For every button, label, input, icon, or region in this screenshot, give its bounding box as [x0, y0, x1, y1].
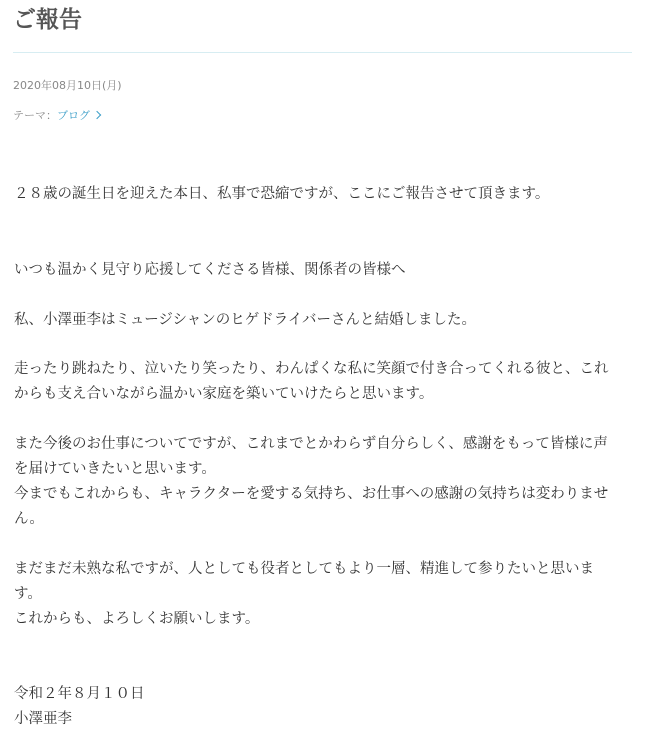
body-line: を届けていきたいと思います。	[14, 461, 216, 477]
body-line: ん。	[14, 511, 44, 527]
theme-link-blog[interactable]	[57, 109, 100, 122]
body-line: いつも温かく見守り応援してくださる皆様、関係者の皆様へ	[14, 262, 406, 278]
chevron-right-icon	[93, 111, 101, 119]
signature-name: 小澤亜李	[14, 711, 72, 727]
body-line: ２８歳の誕生日を迎えた本日、私事で恐縮ですが、ここにご報告させて頂きます。	[14, 186, 550, 202]
signature-date: 令和２年８月１０日	[14, 686, 145, 702]
body-line: まだまだ未熟な私ですが、人としても役者としてもより一層、精進して参りたいと思いま	[14, 561, 594, 577]
body-line: 私、小澤亜李はミュージシャンのヒゲドライバーさんと結婚しました。	[14, 312, 477, 328]
body-line: また今後のお仕事についてですが、これまでとかわらず自分らしく、感謝をもって皆様に声	[14, 436, 608, 452]
body-line: 走ったり跳ねたり、泣いたり笑ったり、わんぱくな私に笑顔で付き合ってくれる彼と、これ	[14, 361, 609, 377]
body-line: これからも、よろしくお願いします。	[14, 611, 260, 627]
body-line: からも支え合いながら温かい家庭を築いていけたらと思います。	[14, 386, 434, 402]
body-line: 今までもこれからも、キャラクターを愛する気持ち、お仕事への感謝の気持ちは変わりませ	[14, 486, 609, 502]
article-title: ご報告	[13, 7, 82, 33]
post-theme	[13, 108, 100, 124]
theme-link-label: ブログ	[57, 109, 90, 122]
theme-label: テーマ：	[13, 109, 57, 122]
body-line: す。	[14, 586, 42, 602]
post-date: 2020年08月10日(月)	[13, 79, 122, 92]
title-divider	[13, 52, 632, 53]
